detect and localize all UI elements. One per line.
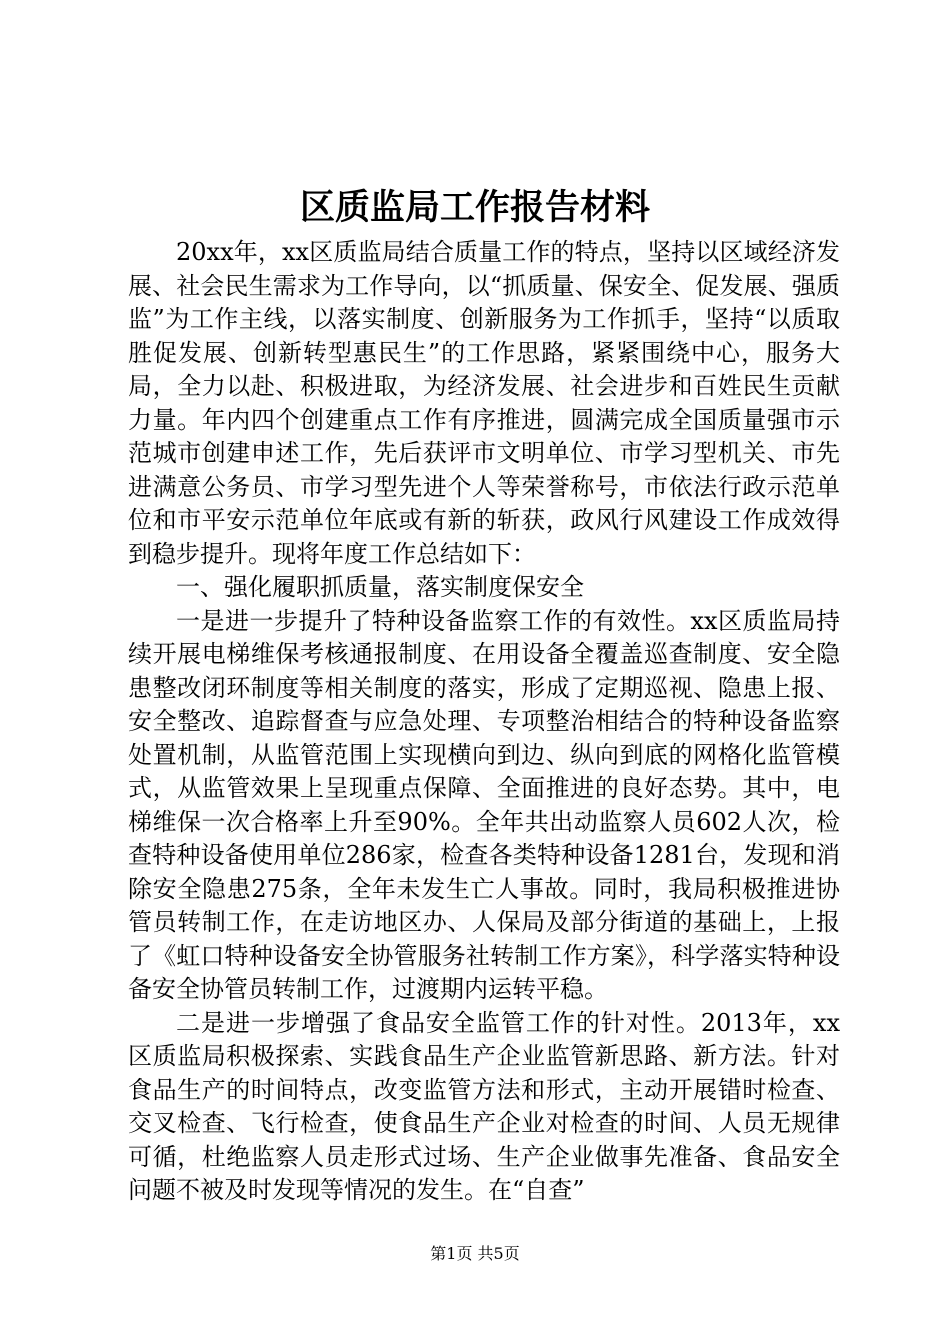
- paragraph-special-equipment: 一是进一步提升了特种设备监察工作的有效性。xx区质监局持续开展电梯维保考核通报制度、在用设备全覆盖巡查制度、安全隐患整改闭环制度等相关制度的落实，形成了定期巡视、隐患上报、安全整改、追踪督查与应急处理、专项整治相结合的特种设备监察处置机制，从监管范围上实现横向到边、纵向到底的网格化监管模式，从监管效果上呈现重点保障、全面推进的良好态势。其中，电梯维保一次合格率上升至90%。全年共出动监察人员602人次，检查特种设备使用单位286家，检查各类特种设备1281台，发现和消除安全隐患275条，全年未发生亡人事故。同时，我局积极推进协管员转制工作，在走访地区办、人保局及部分街道的基础上，上报了《虹口特种设备安全协管服务社转制工作方案》，科学落实特种设备安全协管员转制工作，过渡期内运转平稳。: [128, 606, 840, 1003]
- document-title: 区质监局工作报告材料: [299, 187, 650, 228]
- section-heading-1: 一、强化履职抓质量，落实制度保安全: [176, 573, 584, 601]
- document-body: [128, 236, 840, 1208]
- paragraph-intro: 20xx年，xx区质监局结合质量工作的特点，坚持以区域经济发展、社会民生需求为工作导向，以“抓质量、保安全、促发展、强质监”为工作主线，以落实制度、创新服务为工作抓手，坚持“以质取胜促发展、创新转型惠民生”的工作思路，紧紧围绕中心，服务大局，全力以赴、积极进取，为经济发展、社会进步和百姓民生贡献力量。年内四个创建重点工作有序推进，圆满完成全国质量强市示范城市创建申述工作，先后获评市文明单位、市学习型机关、市先进满意公务员、市学习型先进个人等荣誉称号，市依法行政示范单位和市平安示范单位年底或有新的斩获，政风行风建设工作成效得到稳步提升。现将年度工作总结如下：: [128, 238, 840, 568]
- page-number-footer: 第1页 共5页: [430, 1244, 520, 1263]
- paragraph-food-safety: 二是进一步增强了食品安全监管工作的针对性。2013年，xx区质监局积极探索、实践食品生产企业监管新思路、新方法。针对食品生产的时间特点，改变监管方法和形式，主动开展错时检查、交叉检查、飞行检查，使食品生产企业对检查的时间、人员无规律可循，杜绝监察人员走形式过场、生产企业做事先准备、食品安全问题不被及时发现等情况的发生。在“自查”: [128, 1008, 840, 1204]
